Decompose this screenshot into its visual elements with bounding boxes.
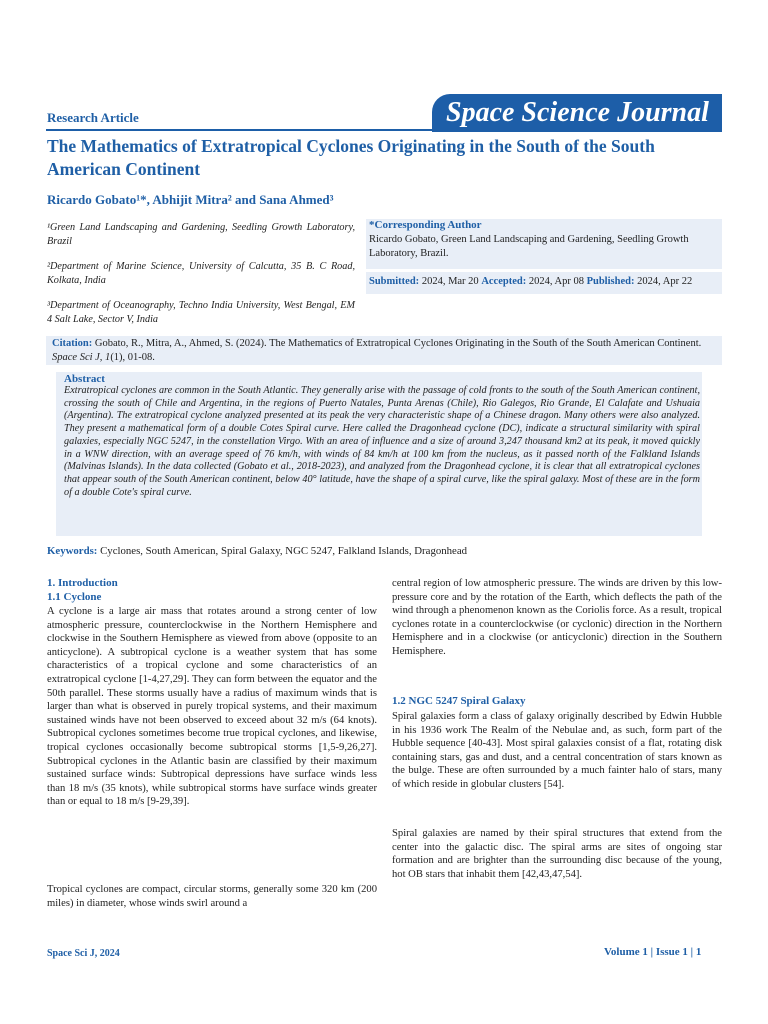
intro-paragraph-2: Tropical cyclones are compact, circular storms, generally some 320 km (200 miles) in diameter, whose winds swirl around a: [47, 884, 377, 909]
author-list: Ricardo Gobato¹*, Abhijit Mitra² and Sana Ahmed³: [47, 192, 334, 207]
section-heading-introduction: 1. Introduction: [47, 577, 118, 589]
paper-title: The Mathematics of Extratropical Cyclones Originating in the South of the South American Continent: [47, 136, 655, 179]
citation: [52, 337, 717, 364]
corresponding-author-text: Ricardo Gobato, Green Land Landscaping and Gardening, Seedling Growth Laboratory, Brazil.: [369, 234, 689, 259]
subsection-heading-cyclone: 1.1 Cyclone: [47, 591, 102, 603]
publication-dates: [369, 276, 692, 287]
citation-text: Gobato, R., Mitra, A., Ahmed, S. (2024). The Mathematics of Extratropical Cyclones Originating in the South of the South American Continent.: [94, 338, 702, 349]
affiliation-3: ³Department of Oceanography, Techno India University, West Bengal, EM 4 Salt Lake, Sector V, India: [47, 300, 355, 325]
published-date: 2024, Apr 22: [637, 276, 693, 287]
keywords: [47, 545, 467, 557]
footer-journal-year: Space Sci J, 2024: [47, 948, 120, 959]
accepted-date: 2024, Apr 08: [528, 276, 584, 287]
abstract-heading: Abstract: [64, 373, 105, 385]
affiliation-1: ¹Green Land Landscaping and Gardening, Seedling Growth Laboratory, Brazil: [47, 222, 355, 247]
submitted-label: Submitted:: [369, 276, 420, 287]
accepted-label: Accepted:: [481, 276, 527, 287]
galaxy-paragraph-2: Spiral galaxies are named by their spiral structures that extend from the center into the galactic disc. The spiral arms are sites of ongoing star formation and are brighter than the surrounding disc because of the young, hot OB stars that inhabit them [42,43,47,54].: [392, 828, 722, 880]
citation-rest: (1), 01-08.: [110, 351, 155, 363]
affiliation-2: ²Department of Marine Science, University of Calcutta, 35 B. C Road, Kolkata, India: [47, 261, 355, 286]
corresponding-author-heading: *Corresponding Author: [369, 219, 482, 231]
published-label: Published:: [586, 276, 635, 287]
cyclone-paragraph-continued: central region of low atmospheric pressure. The winds are driven by this low-pressure core and by the rotation of the Earth, which deflects the path of the wind through a phenomenon known as the Coriolis force. As a result, tropical cyclones rotate in a counterclockwise (or cyclonic) direction in the Northern Hemisphere and in a clockwise (or anticyclonic) direction in the Southern Hemisphere.: [392, 578, 722, 657]
subsection-heading-spiral-galaxy: 1.2 NGC 5247 Spiral Galaxy: [392, 695, 526, 707]
citation-label: Citation:: [52, 338, 93, 349]
footer-volume-issue-page: Volume 1 | Issue 1 | 1: [604, 946, 702, 958]
journal-name-banner: Space Science Journal: [432, 94, 722, 132]
keywords-text: Cyclones, South American, Spiral Galaxy, NGC 5247, Falkland Islands, Dragonhead: [100, 545, 468, 557]
abstract-body: Extratropical cyclones are common in the South Atlantic. They generally arise with the passage of cold fronts to the south of the South American continent, crossing the south of Chile and Argentina, in the regions of Puerto Natales, Punta Arenas (Chile), Rio Galegos, Rio Grande, El Calafate and Ushuaia (Argentina). The extratropical cyclone analyzed presented at its peak the very characteristic shape of a Chinese dragon. Many others were also analyzed. They present a mathematical form of a double Cotes Spiral curve. Here called the Dragonhead cyclone (DC), indicate a structural similarity with spiral galaxies, especially NGC 5247, in the constellation Virgo. With an area of influence and a size of around 3,247 thousand km2 at its peak, it moved quickly in a WNW direction, with an average speed of 76 km/h, with winds of 84 km/h at 100 km from the nucleus, as it passed north of the Falkland Islands (Malvinas Islands). In the data collected (Gobato et al., 2018-2023), and analyzed from the Dragonhead cyclone, it is clear that all extratropical cyclones that appear south of the South American continent, below 40° latitude, have the shape of a spiral curve, like the spiral galaxy. Most of these are in the form of a double Cote's spiral curve.: [64, 385, 700, 498]
intro-paragraph-1: A cyclone is a large air mass that rotates around a strong center of low atmospheric pressure, counterclockwise in the Northern Hemisphere and clockwise in the Southern Hemisphere as viewed from above (opposite to an anticyclone). A subtropical cyclone is a weather system that has some characteristics of a tropical cyclone and some characteristics of an extratropical cyclone [1-4,27,29]. They can form between the equator and the 50th parallel. These storms usually have a radius of maximum winds that is larger than what is observed in purely tropical systems, and their maximum sustained winds have not been observed to exceed about 32 m/s (64 knots). Subtropical cyclones sometimes become true tropical cyclones, and likewise, tropical cyclones occasionally become subtropical storms [1,5-9,26,27]. Subtropical cyclones in the Atlantic basin are classified by their maximum sustained surface winds: Subtropical depressions have surface winds less than 18 m/s (35 knots), while subtropical storms have surface winds greater than or equal to 18 m/s [9-29,39].: [47, 606, 377, 808]
galaxy-paragraph-1: Spiral galaxies form a class of galaxy originally described by Edwin Hubble in his 1936 work The Realm of the Nebulae and, as such, form part of the Hubble sequence [40-43]. Most spiral galaxies consist of a flat, rotating disk containing stars, gas and dust, and a central concentration of stars known as the bulge. These are often surrounded by a much fainter halo of stars, many of which reside in globular clusters [54].: [392, 711, 722, 790]
keywords-label: Keywords:: [47, 545, 98, 557]
submitted-date: 2024, Mar 20: [421, 276, 479, 287]
article-type: Research Article: [47, 110, 139, 125]
citation-journal: Space Sci J, 1: [52, 351, 111, 363]
